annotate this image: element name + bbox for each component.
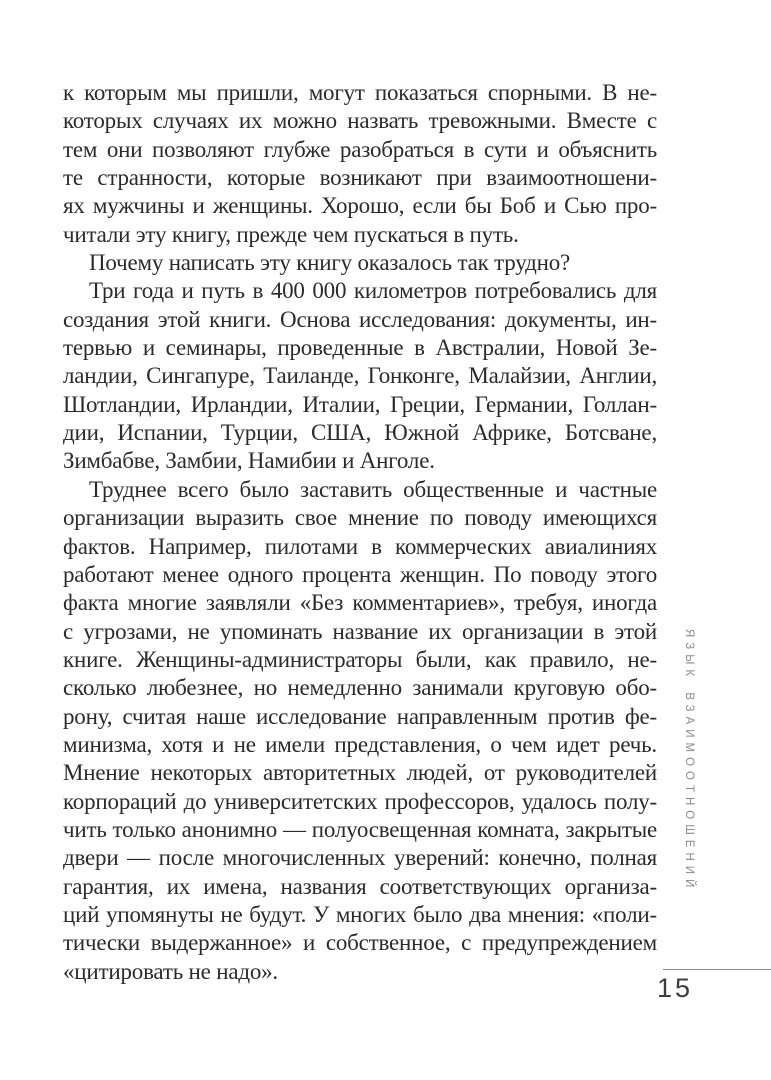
text-line: к которым мы пришли, могут показаться спорными. В не-: [63, 80, 657, 105]
text-line: работают менее одного процента женщин. По поводу этого: [63, 561, 657, 587]
text-line: ций упомянуты не будут. У многих было два мнения: «поли-: [63, 901, 657, 927]
page-number: 15: [657, 973, 694, 1003]
text-line: минизма, хотя и не имели представления, о чем идет речь.: [63, 731, 657, 757]
text-line: факта многие заявляли «Без комментариев», требуя, иногда: [63, 590, 657, 616]
text-line: фактов. Например, пилотами в коммерческих авиалиниях: [63, 533, 657, 559]
text-line: сколько любезнее, но немедленно занимали круговую обо-: [63, 675, 657, 701]
text-line: тервью и семинары, проведенные в Австралии, Новой Зе-: [63, 335, 657, 361]
text-line: Зимбабве, Замбии, Намибии и Анголе.: [63, 448, 435, 474]
text-line: те странности, которые возникают при взаимоотношени-: [63, 165, 657, 191]
sidebar-vertical-title: ЯЗЫК ВЗАИМООТНОШЕНИЙ: [683, 629, 695, 893]
text-line: организации выразить свое мнение по поводу имеющихся: [63, 505, 657, 531]
footer-rule: [663, 969, 771, 970]
text-line: двери — после многочисленных уверений: конечно, полная: [63, 845, 657, 871]
text-line: Почему написать эту книгу оказалось так трудно?: [89, 250, 571, 276]
text-line: с угрозами, не упоминать название их организации в этой: [63, 618, 657, 644]
text-line: Мнение некоторых авторитетных людей, от руководителей: [63, 760, 657, 786]
text-line: Шотландии, Ирландии, Италии, Греции, Германии, Голлан-: [63, 391, 657, 417]
text-line: дии, Испании, Турции, США, Южной Африке, Ботсване,: [63, 420, 657, 446]
text-line: тически выдержанное» и собственное, с предупреждением: [63, 930, 657, 956]
text-line: Труднее всего было заставить общественные и частные: [89, 476, 657, 502]
text-line: ландии, Сингапуре, Таиланде, Гонконге, Малайзии, Англии,: [63, 363, 657, 389]
text-line: которых случаях их можно назвать тревожными. Вместе с: [63, 108, 657, 134]
text-line: корпораций до университетских профессоров, удалось полу-: [63, 788, 657, 814]
text-line: читали эту книгу, прежде чем пускаться в путь.: [63, 221, 519, 247]
text-line: книге. Женщины-администраторы были, как правило, не-: [63, 646, 657, 672]
text-block: [63, 79, 657, 986]
text-line: «цитировать не надо».: [63, 958, 278, 984]
text-line: чить только анонимно — полуосвещенная комната, закрытые: [63, 816, 657, 842]
text-line: рону, считая наше исследование направленным против фе-: [63, 703, 657, 729]
text-line: ях мужчины и женщины. Хорошо, если бы Боб и Сью про-: [63, 193, 657, 219]
text-line: создания этой книги. Основа исследования: документы, ин-: [63, 306, 657, 332]
text-line: тем они позволяют глубже разобраться в сути и объяснить: [63, 136, 657, 162]
text-line: гарантия, их имена, названия соответствующих организа-: [63, 873, 657, 899]
text-line: Три года и путь в 400 000 километров потребовались для: [89, 278, 657, 304]
